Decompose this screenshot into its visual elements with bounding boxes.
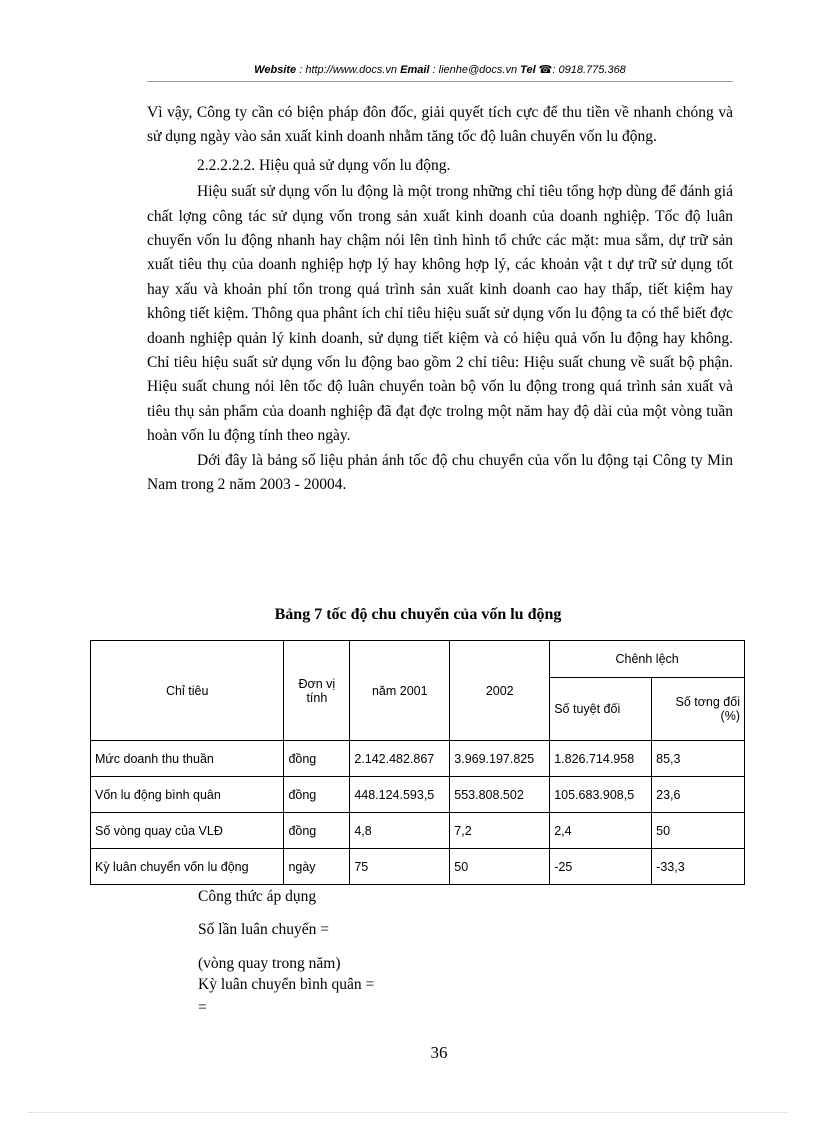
header-year2: 2002 <box>450 641 550 741</box>
cell-indicator: Vốn lu động bình quân <box>91 777 284 813</box>
email-link[interactable]: lienhe@docs.vn <box>438 64 518 76</box>
table-row <box>91 849 745 885</box>
cell-relative: -33,3 <box>652 849 745 885</box>
header-absolute: Số tuyệt đối <box>550 678 652 741</box>
cell-relative: 50 <box>652 813 745 849</box>
tel-label: Tel ☎ <box>520 64 553 76</box>
header-indicator: Chỉ tiêu <box>91 641 284 741</box>
cell-relative: 85,3 <box>652 741 745 777</box>
data-table <box>90 640 745 885</box>
section-heading: 2.2.2.2.2. Hiệu quả sử dụng vốn lu động. <box>197 156 451 174</box>
paragraph-3: Dới đây là bảng số liệu phản ánh tốc độ chu chuyển của vốn lu động tại Công ty Min Nam trong 2 năm 2003 - 20004. <box>147 451 733 494</box>
cell-year1: 4,8 <box>350 813 450 849</box>
formula-title: Công thức áp dụng <box>198 888 317 905</box>
header-difference: Chênh lệch <box>550 641 745 678</box>
cell-indicator: Số vòng quay của VLĐ <box>91 813 284 849</box>
table-caption: Bảng 7 tốc độ chu chuyển của vốn lu động <box>274 606 562 623</box>
tel-value: 0918.775.368 <box>558 64 626 76</box>
table-row <box>91 741 745 777</box>
cell-unit: đồng <box>284 777 350 813</box>
table-row <box>91 777 745 813</box>
page-bottom-divider <box>28 1112 788 1113</box>
website-label: Website <box>254 64 297 76</box>
cell-relative: 23,6 <box>652 777 745 813</box>
page-header: Website : http://www.docs.vn Email : lienhe@docs.vn Tel ☎: 0918.775.368 <box>254 64 626 76</box>
cell-absolute: -25 <box>550 849 652 885</box>
cell-year1: 2.142.482.867 <box>350 741 450 777</box>
header-unit: Đơn vị tính <box>284 641 350 741</box>
formula-equals: = <box>198 999 207 1016</box>
cell-indicator: Kỳ luân chuyển vốn lu động <box>91 849 284 885</box>
body-text <box>147 101 733 498</box>
cell-absolute: 2,4 <box>550 813 652 849</box>
paragraph-2: Hiệu suất sử dụng vốn lu động là một trong những chỉ tiêu tổng hợp dùng để đánh giá chất lợng công tác sử dụng vốn trong sản xuất kinh doanh của doanh nghiệp. Tốc độ luân chuyển vốn lu động nhanh hay chậm nói lên tình hình tổ chức các mặt: mua sắm, dự trữ sản xuất tiêu thụ của doanh nghiệp hợp lý hay không hợp lý, các khoản vật t dự trữ sử dụng tốt hay xấu và khoản phí tổn trong quá trình sản xuất kinh doanh cao hay thấp, tiết kiệm hay không tiết kiệm. Thông qua phânt ích chỉ tiêu hiệu suất sử dụng vốn lu động ta có thể biết đợc doanh nghiệp quản lý kinh doanh, sử dụng tiết kiệm và có hiệu quả vốn lu động hay không. Chỉ tiêu hiệu suất sử dụng vốn lu động bao gồm 2 chỉ tiêu: Hiệu suất chung về suất bộ phận. Hiệu suất chung nói lên tốc độ luân chuyển toàn bộ vốn lu động trong quá trình sản xuất và tiêu thụ sản phẩm của doanh nghiệp đã đạt đợc trolng một năm hay độ dài của một vòng tuần hoàn vốn lu động tính theo ngày. <box>147 183 733 445</box>
cell-unit: đồng <box>284 741 350 777</box>
cell-unit: ngày <box>284 849 350 885</box>
formula-turnover: Số lần luân chuyển = <box>198 921 329 938</box>
cell-absolute: 105.683.908,5 <box>550 777 652 813</box>
header-relative: Số tơng đối (%) <box>652 678 745 741</box>
paragraph-1: Vì vậy, Công ty cần có biện pháp đôn đốc, giải quyết tích cực để thu tiền về nhanh chóng và sử dụng ngày vào sản xuất kinh doanh nhằm tăng tốc độ luân chuyển vốn lu động. <box>147 104 733 146</box>
cell-year2: 553.808.502 <box>450 777 550 813</box>
cell-year1: 448.124.593,5 <box>350 777 450 813</box>
page-number: 36 <box>430 1043 448 1062</box>
cell-year2: 3.969.197.825 <box>450 741 550 777</box>
header-divider <box>147 81 733 82</box>
cell-year1: 75 <box>350 849 450 885</box>
cell-absolute: 1.826.714.958 <box>550 741 652 777</box>
formula-turnover-note: (vòng quay trong năm) <box>198 955 341 972</box>
website-link[interactable]: http://www.docs.vn <box>305 64 398 76</box>
email-label: Email <box>400 64 430 76</box>
formula-average-period: Kỳ luân chuyển bình quân = <box>198 976 375 993</box>
cell-year2: 50 <box>450 849 550 885</box>
cell-year2: 7,2 <box>450 813 550 849</box>
table-row <box>91 813 745 849</box>
header-year1: năm 2001 <box>350 641 450 741</box>
cell-indicator: Mức doanh thu thuần <box>91 741 284 777</box>
cell-unit: đồng <box>284 813 350 849</box>
